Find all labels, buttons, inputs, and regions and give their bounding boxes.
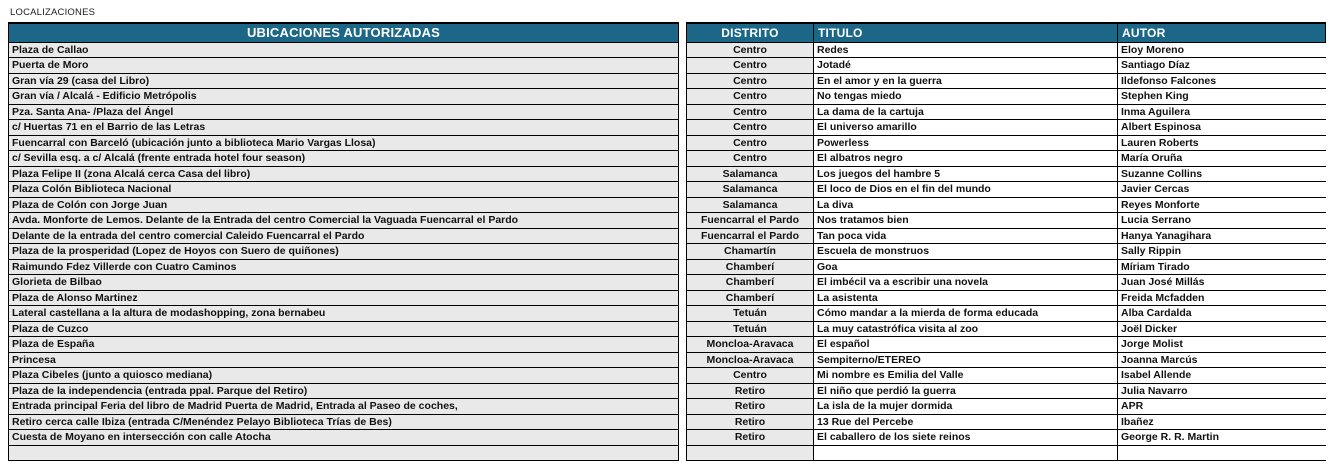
cell-titulo[interactable]: El español (814, 337, 1118, 353)
column-spacer (679, 259, 687, 275)
cell-distrito[interactable]: Retiro (687, 430, 814, 446)
localizaciones-table (8, 22, 1326, 461)
cell-ubicacion[interactable]: Avda. Monforte de Lemos. Delante de la Entrada del centro Comercial la Vaguada Fuencarral el Pardo (9, 213, 679, 229)
cell-titulo[interactable]: La dama de la cartuja (814, 104, 1118, 120)
cell-titulo[interactable]: En el amor y en la guerra (814, 73, 1118, 89)
table-row (9, 104, 1326, 120)
table-row (9, 368, 1326, 384)
cell-ubicacion[interactable]: Puerta de Moro (9, 58, 679, 74)
column-spacer (679, 58, 687, 74)
cell-titulo[interactable]: 13 Rue del Percebe (814, 414, 1118, 430)
table-row (9, 89, 1326, 105)
header-autor[interactable]: AUTOR (1118, 23, 1326, 42)
table-row (9, 135, 1326, 151)
column-spacer (679, 228, 687, 244)
column-spacer (679, 104, 687, 120)
cell-ubicacion[interactable]: Delante de la entrada del centro comercial Caleido Fuencarral el Pardo (9, 228, 679, 244)
column-spacer (679, 306, 687, 322)
cell-autor[interactable]: Reyes Monforte (1118, 197, 1326, 213)
cell-ubicacion[interactable]: Retiro cerca calle Ibiza (entrada C/Menéndez Pelayo Biblioteca Trías de Bes) (9, 414, 679, 430)
cell-titulo[interactable]: Nos tratamos bien (814, 213, 1118, 229)
cell-distrito[interactable]: Centro (687, 42, 814, 58)
column-spacer (679, 383, 687, 399)
cell-titulo[interactable]: La isla de la mujer dormida (814, 399, 1118, 415)
cell-distrito[interactable]: Centro (687, 135, 814, 151)
cell-distrito[interactable]: Chamberí (687, 259, 814, 275)
cell-distrito[interactable]: Moncloa-Aravaca (687, 352, 814, 368)
column-spacer (679, 120, 687, 136)
column-spacer (679, 244, 687, 260)
cell-autor[interactable]: Joël Dicker (1118, 321, 1326, 337)
header-distrito[interactable]: DISTRITO (687, 23, 814, 42)
column-spacer (679, 73, 687, 89)
table-row (9, 213, 1326, 229)
cell-ubicacion[interactable]: Plaza de Cuzco (9, 321, 679, 337)
table-row (9, 306, 1326, 322)
cell-ubicacion[interactable]: c/ Sevilla esq. a c/ Alcalá (frente entrada hotel four season) (9, 151, 679, 167)
cell-autor[interactable]: Jorge Molist (1118, 337, 1326, 353)
cell-ubicacion[interactable]: Pza. Santa Ana- /Plaza del Ángel (9, 104, 679, 120)
cell-distrito[interactable]: Centro (687, 58, 814, 74)
column-spacer (679, 352, 687, 368)
cell-autor[interactable]: Freida Mcfadden (1118, 290, 1326, 306)
cell-ubicacion[interactable]: Plaza de España (9, 337, 679, 353)
column-spacer (679, 151, 687, 167)
cell-ubicacion[interactable]: Plaza de Callao (9, 42, 679, 58)
column-spacer (679, 414, 687, 430)
table-row (9, 430, 1326, 446)
cell-distrito[interactable]: Salamanca (687, 182, 814, 198)
table-row (9, 259, 1326, 275)
cell-titulo[interactable]: Cómo mandar a la mierda de forma educada (814, 306, 1118, 322)
cell-distrito[interactable]: Centro (687, 89, 814, 105)
column-spacer (679, 290, 687, 306)
cell-autor[interactable]: Lucia Serrano (1118, 213, 1326, 229)
cell-titulo[interactable]: Jotadé (814, 58, 1118, 74)
cell-autor[interactable]: APR (1118, 399, 1326, 415)
cell-titulo[interactable]: La asistenta (814, 290, 1118, 306)
table-row (9, 275, 1326, 291)
cell-distrito[interactable]: Centro (687, 151, 814, 167)
column-spacer (679, 182, 687, 198)
table-row (9, 383, 1326, 399)
cell-autor[interactable]: Ildefonso Falcones (1118, 73, 1326, 89)
cell-titulo[interactable]: El loco de Dios en el fin del mundo (814, 182, 1118, 198)
column-spacer (679, 89, 687, 105)
cell-distrito[interactable]: Moncloa-Aravaca (687, 337, 814, 353)
table-row (9, 321, 1326, 337)
cell-autor[interactable]: Míriam Tirado (1118, 259, 1326, 275)
cell-distrito[interactable]: Retiro (687, 383, 814, 399)
cell-autor[interactable]: Alba Cardalda (1118, 306, 1326, 322)
header-titulo[interactable]: TITULO (814, 23, 1118, 42)
cell-distrito[interactable]: Fuencarral el Pardo (687, 213, 814, 229)
cell-titulo[interactable]: El niño que perdió la guerra (814, 383, 1118, 399)
cell-ubicacion[interactable]: Plaza Colón Biblioteca Nacional (9, 182, 679, 198)
table-row (9, 182, 1326, 198)
cell-titulo[interactable]: El caballero de los siete reinos (814, 430, 1118, 446)
cell-autor[interactable]: Inma Aguilera (1118, 104, 1326, 120)
cell-distrito[interactable] (687, 445, 814, 461)
column-spacer (679, 197, 687, 213)
table-row (9, 244, 1326, 260)
cell-distrito[interactable]: Retiro (687, 414, 814, 430)
table-row (9, 120, 1326, 136)
table-row (9, 73, 1326, 89)
cell-autor[interactable]: Lauren Roberts (1118, 135, 1326, 151)
column-spacer (679, 430, 687, 446)
column-spacer (679, 337, 687, 353)
cell-ubicacion[interactable]: Plaza de la prosperidad (Lopez de Hoyos con Suero de quiñones) (9, 244, 679, 260)
cell-autor[interactable]: Hanya Yanagihara (1118, 228, 1326, 244)
cell-titulo[interactable]: El albatros negro (814, 151, 1118, 167)
cell-ubicacion[interactable]: Lateral castellana a la altura de modashopping, zona bernabeu (9, 306, 679, 322)
table-row (9, 166, 1326, 182)
cell-titulo[interactable]: Mi nombre es Emilia del Valle (814, 368, 1118, 384)
column-spacer (679, 23, 687, 42)
table-row (9, 42, 1326, 58)
cell-ubicacion[interactable] (9, 445, 679, 461)
cell-ubicacion[interactable]: Plaza de Alonso Martinez (9, 290, 679, 306)
cell-distrito[interactable]: Salamanca (687, 166, 814, 182)
cell-ubicacion[interactable]: Cuesta de Moyano en intersección con calle Atocha (9, 430, 679, 446)
cell-distrito[interactable]: Fuencarral el Pardo (687, 228, 814, 244)
column-spacer (679, 321, 687, 337)
cell-titulo[interactable]: Powerless (814, 135, 1118, 151)
cell-autor[interactable]: Isabel Allende (1118, 368, 1326, 384)
cell-titulo[interactable] (814, 445, 1118, 461)
cell-titulo[interactable]: Tan poca vida (814, 228, 1118, 244)
column-spacer (679, 399, 687, 415)
cell-distrito[interactable]: Centro (687, 120, 814, 136)
cell-autor[interactable]: Stephen King (1118, 89, 1326, 105)
column-spacer (679, 368, 687, 384)
cell-autor[interactable]: Albert Espinosa (1118, 120, 1326, 136)
table-row (9, 290, 1326, 306)
cell-distrito[interactable]: Chamberí (687, 290, 814, 306)
cell-distrito[interactable]: Centro (687, 104, 814, 120)
cell-distrito[interactable]: Centro (687, 368, 814, 384)
table-row (9, 399, 1326, 415)
table-row (9, 58, 1326, 74)
column-spacer (679, 275, 687, 291)
cell-autor[interactable]: Javier Cercas (1118, 182, 1326, 198)
cell-ubicacion[interactable]: Glorieta de Bilbao (9, 275, 679, 291)
table-row (9, 414, 1326, 430)
cell-distrito[interactable]: Chamartín (687, 244, 814, 260)
table-row (9, 337, 1326, 353)
cell-ubicacion[interactable]: Raimundo Fdez Villerde con Cuatro Caminos (9, 259, 679, 275)
cell-titulo[interactable]: No tengas miedo (814, 89, 1118, 105)
cell-ubicacion[interactable]: Fuencarral con Barceló (ubicación junto a biblioteca Mario Vargas Llosa) (9, 135, 679, 151)
cell-autor[interactable] (1118, 445, 1326, 461)
cell-autor[interactable]: Julia Navarro (1118, 383, 1326, 399)
cell-autor[interactable]: Santiago Díaz (1118, 58, 1326, 74)
header-ubicaciones-autorizadas[interactable]: UBICACIONES AUTORIZADAS (9, 23, 679, 42)
cell-ubicacion[interactable]: Gran vía 29 (casa del Libro) (9, 73, 679, 89)
cell-titulo[interactable]: Escuela de monstruos (814, 244, 1118, 260)
cell-ubicacion[interactable]: Princesa (9, 352, 679, 368)
cell-ubicacion[interactable]: Plaza de Colón con Jorge Juan (9, 197, 679, 213)
cell-titulo[interactable]: Goa (814, 259, 1118, 275)
cell-autor[interactable]: Juan José Millás (1118, 275, 1326, 291)
column-spacer (679, 166, 687, 182)
table-body (9, 42, 1326, 461)
column-spacer (679, 42, 687, 58)
table-row (9, 352, 1326, 368)
column-spacer (679, 135, 687, 151)
cell-ubicacion[interactable]: Plaza de la independencia (entrada ppal. Parque del Retiro) (9, 383, 679, 399)
cell-autor[interactable]: Eloy Moreno (1118, 42, 1326, 58)
cell-titulo[interactable]: La muy catastrófica visita al zoo (814, 321, 1118, 337)
cell-titulo[interactable]: El imbécil va a escribir una novela (814, 275, 1118, 291)
cell-distrito[interactable]: Chamberí (687, 275, 814, 291)
cell-distrito[interactable]: Retiro (687, 399, 814, 415)
cell-autor[interactable]: Sally Rippin (1118, 244, 1326, 260)
cell-titulo[interactable]: La diva (814, 197, 1118, 213)
cell-distrito[interactable]: Salamanca (687, 197, 814, 213)
cell-distrito[interactable]: Tetuán (687, 321, 814, 337)
table-row (9, 228, 1326, 244)
cell-autor[interactable]: Suzanne Collins (1118, 166, 1326, 182)
table-row (9, 197, 1326, 213)
column-spacer (679, 445, 687, 461)
cell-distrito[interactable]: Tetuán (687, 306, 814, 322)
table-row (9, 445, 1326, 461)
table-header-row (9, 23, 1326, 42)
cell-distrito[interactable]: Centro (687, 73, 814, 89)
cell-ubicacion[interactable]: Entrada principal Feria del libro de Madrid Puerta de Madrid, Entrada al Paseo de coches, (9, 399, 679, 415)
cell-titulo[interactable]: Sempiterno/ETEREO (814, 352, 1118, 368)
cell-titulo[interactable]: Redes (814, 42, 1118, 58)
cell-ubicacion[interactable]: Plaza Felipe II (zona Alcalá cerca Casa del libro) (9, 166, 679, 182)
cell-ubicacion[interactable]: c/ Huertas 71 en el Barrio de las Letras (9, 120, 679, 136)
table-row (9, 151, 1326, 167)
cell-titulo[interactable]: Los juegos del hambre 5 (814, 166, 1118, 182)
cell-ubicacion[interactable]: Gran vía / Alcalá - Edificio Metrópolis (9, 89, 679, 105)
cell-autor[interactable]: Joanna Marcús (1118, 352, 1326, 368)
page-title: LOCALIZACIONES (10, 7, 96, 18)
cell-autor[interactable]: George R. R. Martin (1118, 430, 1326, 446)
cell-ubicacion[interactable]: Plaza Cibeles (junto a quiosco mediana) (9, 368, 679, 384)
column-spacer (679, 213, 687, 229)
cell-autor[interactable]: María Oruña (1118, 151, 1326, 167)
cell-titulo[interactable]: El universo amarillo (814, 120, 1118, 136)
cell-autor[interactable]: Ibañez (1118, 414, 1326, 430)
